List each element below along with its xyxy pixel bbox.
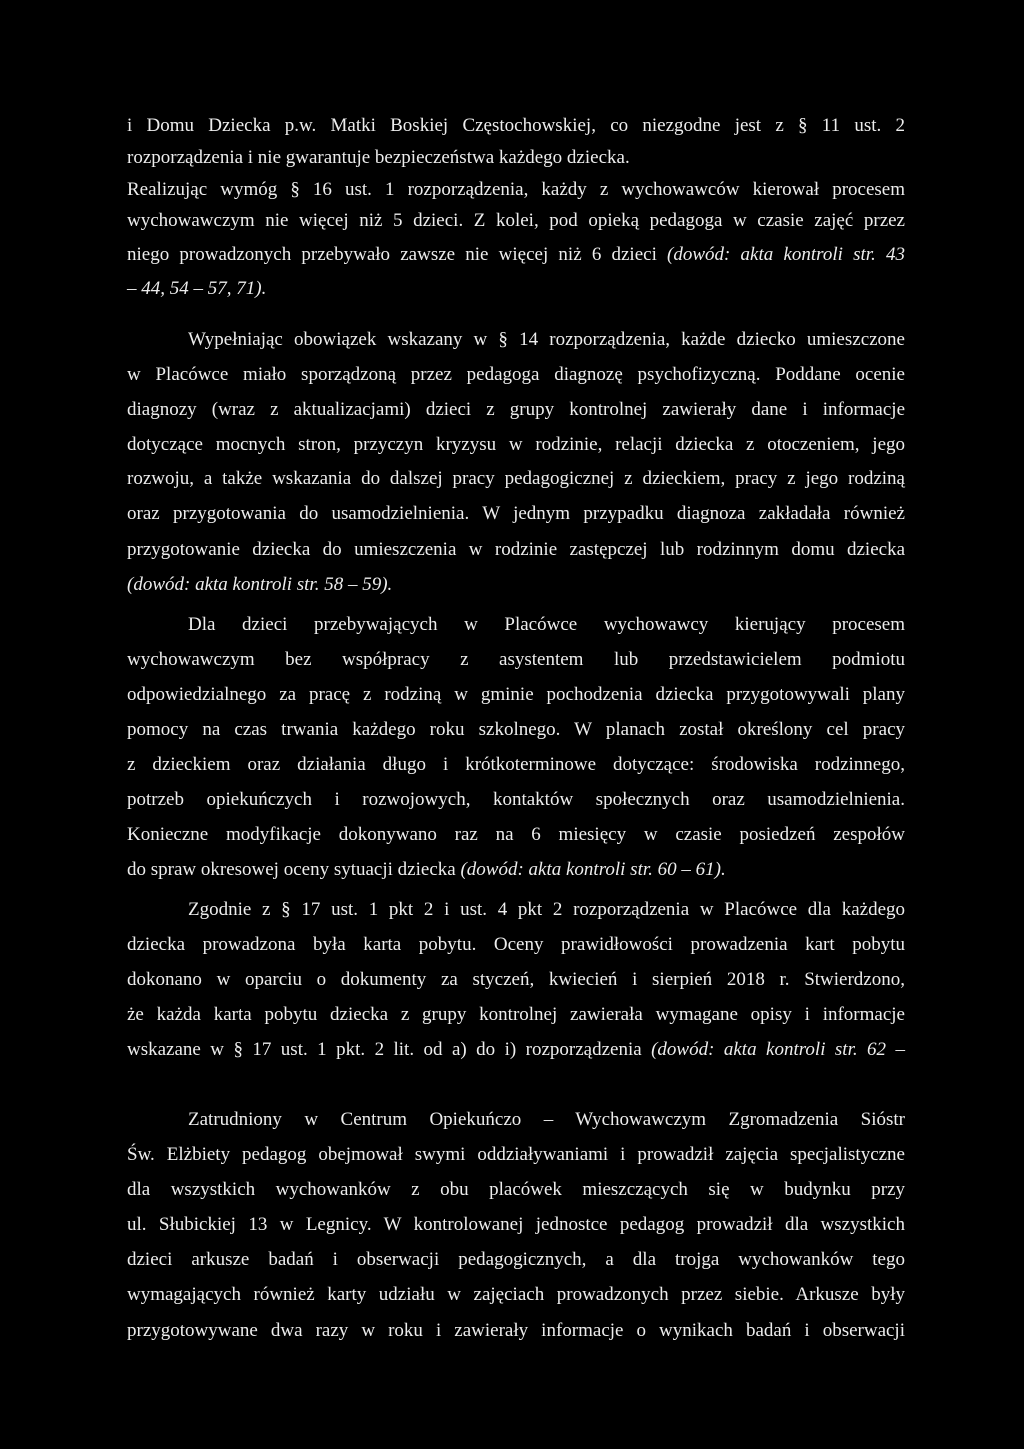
text-line: dziecka prowadzona była karta pobytu. Oceny prawidłowości prowadzenia kart pobytu: [127, 934, 905, 955]
text-line: Zatrudniony w Centrum Opiekuńczo – Wychowawczym Zgromadzenia Sióstr: [188, 1109, 905, 1130]
text-line: w Placówce miało sporządzoną przez pedagoga diagnozę psychofizyczną. Poddane ocenie: [127, 364, 905, 385]
text-line: odpowiedzialnego za pracę z rodziną w gminie pochodzenia dziecka przygotowywali plany: [127, 684, 905, 705]
evidence-citation: – 44, 54 – 57, 71).: [127, 278, 267, 299]
text-line: Św. Elżbiety pedagog obejmował swymi oddziaływaniami i prowadził zajęcia specjalistyczne: [127, 1144, 905, 1165]
text-line: że każda karta pobytu dziecka z grupy kontrolnej zawierała wymagane opisy i informacje: [127, 1004, 905, 1025]
text-line: wychowawczym nie więcej niż 5 dzieci. Z kolei, pod opieką pedagoga w czasie zajęć przez: [127, 210, 905, 231]
text-line: Dla dzieci przebywających w Placówce wychowawcy kierujący procesem: [188, 614, 905, 635]
text-line: wychowawczym bez współpracy z asystentem lub przedstawicielem podmiotu: [127, 649, 905, 670]
text-line: ul. Słubickiej 13 w Legnicy. W kontrolowanej jednostce pedagog prowadził dla wszystkich: [127, 1214, 905, 1235]
text-line: przygotowywane dwa razy w roku i zawierały informacje o wynikach badań i obserwacji: [127, 1320, 905, 1341]
text-line: rozwoju, a także wskazania do dalszej pracy pedagogicznej z dzieckiem, pracy z jego rodziną: [127, 468, 905, 489]
text-line: przygotowanie dziecka do umieszczenia w rodzinie zastępczej lub rodzinnym domu dziecka: [127, 539, 905, 560]
text-line: do spraw okresowej oceny sytuacji dziecka (dowód: akta kontroli str. 60 – 61).: [127, 859, 726, 880]
text-line: rozporządzenia i nie gwarantuje bezpieczeństwa każdego dziecka.: [127, 147, 630, 168]
text-line: potrzeb opiekuńczych i rozwojowych, kontaktów społecznych oraz usamodzielnienia.: [127, 789, 905, 810]
text-line: wskazane w § 17 ust. 1 pkt. 2 lit. od a) do i) rozporządzenia (dowód: akta kontroli str. 62 –: [127, 1039, 905, 1060]
evidence-citation: (dowód: akta kontroli str. 62 –: [651, 1039, 905, 1060]
text-line: Realizując wymóg § 16 ust. 1 rozporządzenia, każdy z wychowawców kierował procesem: [127, 179, 905, 200]
text-line: z dzieckiem oraz działania długo i krótkoterminowe dotyczące: środowiska rodzinnego,: [127, 754, 905, 775]
text-line: i Domu Dziecka p.w. Matki Boskiej Częstochowskiej, co niezgodne jest z § 11 ust. 2: [127, 115, 905, 136]
text-line: Konieczne modyfikacje dokonywano raz na 6 miesięcy w czasie posiedzeń zespołów: [127, 824, 905, 845]
text-line: [127, 274, 905, 304]
evidence-citation: (dowód: akta kontroli str. 43: [667, 244, 905, 265]
text-line: dotyczące mocnych stron, przyczyn kryzysu w rodzinie, relacji dziecka z otoczeniem, jego: [127, 434, 905, 455]
text-line: niego prowadzonych przebywało zawsze nie więcej niż 6 dzieci (dowód: akta kontroli str. 43: [127, 244, 905, 265]
text-line: diagnozy (wraz z aktualizacjami) dzieci z grupy kontrolnej zawierały dane i informacje: [127, 399, 905, 420]
text-line: pomocy na czas trwania każdego roku szkolnego. W planach został określony cel pracy: [127, 719, 905, 740]
text-line: [127, 570, 905, 600]
text-line: dokonano w oparciu o dokumenty za styczeń, kwiecień i sierpień 2018 r. Stwierdzono,: [127, 969, 905, 990]
text-line: Zgodnie z § 17 ust. 1 pkt 2 i ust. 4 pkt 2 rozporządzenia w Placówce dla każdego: [188, 899, 905, 920]
evidence-citation: (dowód: akta kontroli str. 58 – 59).: [127, 574, 393, 595]
text-line: wymagających również karty udziału w zajęciach prowadzonych przez siebie. Arkusze były: [127, 1284, 905, 1305]
text-line: dla wszystkich wychowanków z obu placówek mieszczących się w budynku przy: [127, 1179, 905, 1200]
evidence-citation: (dowód: akta kontroli str. 60 – 61).: [460, 859, 726, 880]
text-line: dzieci arkusze badań i obserwacji pedagogicznych, a dla trojga wychowanków tego: [127, 1249, 905, 1270]
text-line: oraz przygotowania do usamodzielnienia. W jednym przypadku diagnoza zakładała również: [127, 503, 905, 524]
text-line: Wypełniając obowiązek wskazany w § 14 rozporządzenia, każde dziecko umieszczone: [188, 329, 905, 350]
